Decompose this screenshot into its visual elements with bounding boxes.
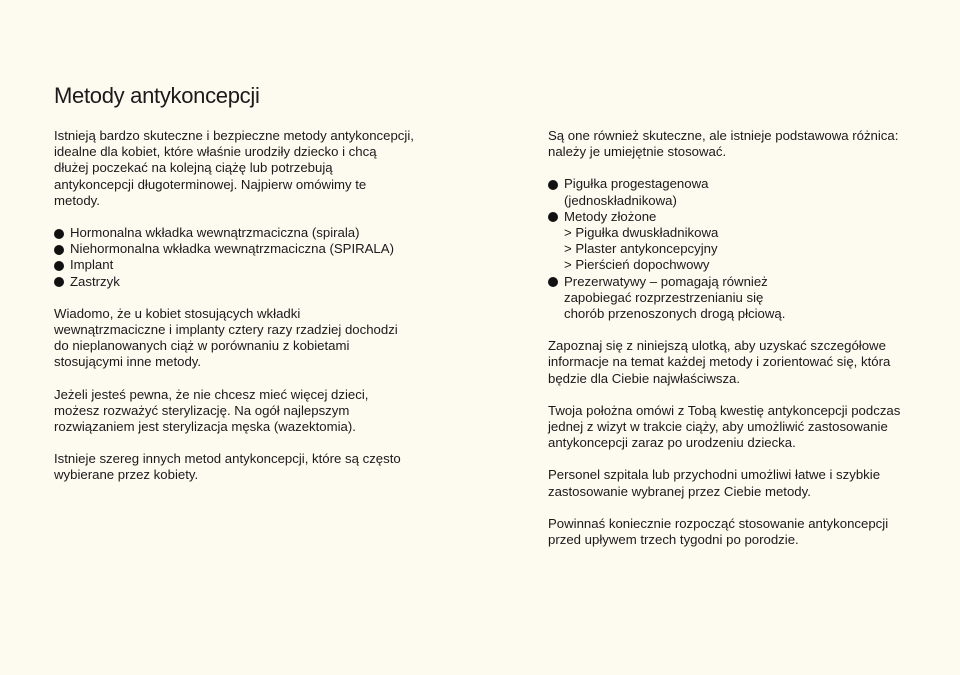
list-item (548, 274, 918, 323)
long-term-methods-list (54, 225, 414, 290)
list-item-text: Metody złożone (564, 208, 657, 224)
list-item-text: chorób przenoszonych drogą płciową. (564, 306, 786, 322)
sub-list-item: > Plaster antykoncepcyjny (564, 241, 918, 257)
list-item: Zastrzyk (54, 274, 414, 290)
intro-paragraph: Istnieją bardzo skuteczne i bezpieczne metody antykoncepcji, idealne dla kobiet, które właśnie urodziły dziecko i chcą dłużej poczekać na kolejną ciążę lub potrzebują antykoncepcji długoterminowej. Najpierw omówimy te metody. (54, 128, 414, 208)
list-item-text: zapobiegać rozprzestrzenianiu się (564, 289, 764, 305)
effectiveness-paragraph: Wiadomo, że u kobiet stosujących wkładki wewnątrzmaciczne i implanty cztery razy rzadziej dochodzi do nieplanowanych ciąż w porównaniu z kobietami stosującymi inne metody. (54, 305, 398, 370)
sub-list-item: > Pigułka dwuskładnikowa (564, 225, 918, 241)
leaflet-paragraph: Zapoznaj się z niniejszą ulotką, aby uzyskać szczegółowe informacje na temat każdej metody i zorientować się, która będzie dla Ciebie najwłaściwsza. (548, 338, 891, 386)
difference-paragraph: Są one również skuteczne, ale istnieje podstawowa różnica: należy je umiejętnie stosować. (548, 128, 899, 160)
timing-paragraph: Powinnaś koniecznie rozpocząć stosowanie antykoncepcji przed upływem trzech tygodni po porodzie. (548, 515, 889, 548)
list-item (548, 176, 918, 208)
other-methods-paragraph: Istnieje szereg innych metod antykoncepcji, które są często wybierane przez kobiety. (54, 451, 401, 483)
list-item: Implant (54, 257, 414, 273)
list-item (548, 209, 918, 274)
list-item: Hormonalna wkładka wewnątrzmaciczna (spirala) (54, 225, 414, 241)
list-item: Niehormonalna wkładka wewnątrzmaciczna (SPIRALA) (54, 241, 414, 257)
other-methods-list (548, 176, 918, 322)
list-item-text: Pigułka progestagenowa (564, 176, 709, 192)
page-title: Metody antykoncepcji (54, 83, 260, 108)
left-column (54, 128, 414, 484)
right-column (548, 128, 918, 548)
midwife-paragraph: Twoja położna omówi z Tobą kwestię antykoncepcji podczas jednej z wizyt w trakcie ciąży, aby umożliwić zastosowanie antykoncepcji zaraz po urodzeniu dziecka. (548, 402, 901, 451)
list-item-text: (jednoskładnikowa) (564, 192, 677, 208)
sub-list-item: > Pierścień dopochwowy (564, 257, 918, 273)
hospital-paragraph: Personel szpitala lub przychodni umożliwi łatwe i szybkie zastosowanie wybranej przez Ciebie metody. (548, 467, 881, 499)
list-item-text: Prezerwatywy – pomagają również (564, 273, 768, 289)
sterilization-paragraph: Jeżeli jesteś pewna, że nie chcesz mieć więcej dzieci, możesz rozważyć sterylizację. Na ogół najlepszym rozwiązaniem jest sterylizacja męska (wazektomia). (54, 386, 369, 435)
